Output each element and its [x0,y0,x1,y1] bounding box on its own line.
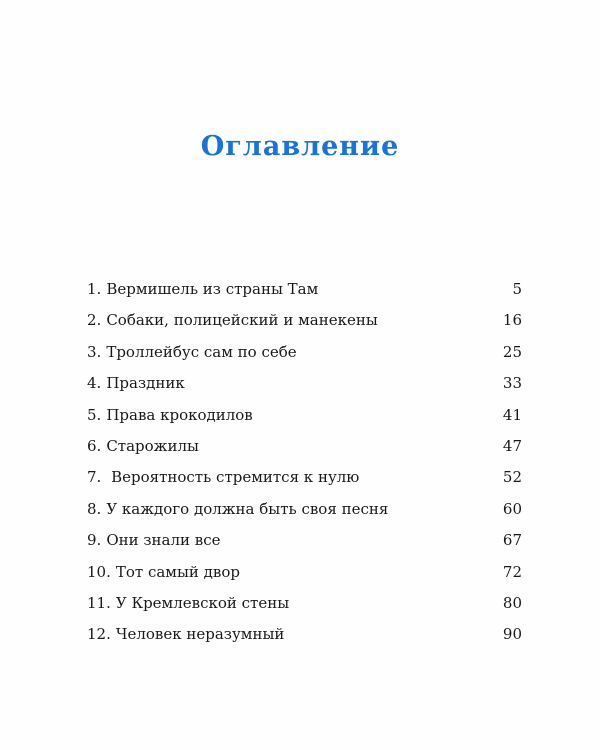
toc-entry-title: Они знали все [106,531,221,550]
toc-entry-title: Собаки, полицейский и манекены [106,311,378,330]
toc-entry-number: 3. [87,342,102,361]
toc-entry-number: 12. [87,625,111,644]
toc-entry-title: Человек неразумный [115,625,285,644]
toc-entry-title: Праздник [106,374,185,393]
toc-entry-number: 2. [87,311,102,330]
toc-entry-number: 5. [87,405,102,424]
toc-entry-number: 7. [87,468,102,487]
toc-entry-number: 8. [87,499,102,518]
toc-entry-page: 16 [502,311,522,330]
toc-entry-page: 80 [502,593,522,612]
toc-entry-title: У каждого должна быть своя песня [106,499,389,518]
toc-entry[interactable] [87,468,522,499]
toc-entry-page: 72 [502,562,522,581]
toc-entry-title: У Кремлевской стены [115,593,290,612]
toc-entry-page: 90 [502,625,522,644]
toc-entry-page: 41 [502,405,522,424]
toc-entry[interactable] [87,625,522,656]
toc-entry-title: Вероятность стремится к нулю [106,468,360,487]
toc-entry-number: 10. [87,562,111,581]
table-of-contents [87,280,522,657]
toc-entry-number: 6. [87,436,102,455]
toc-entry[interactable] [87,374,522,405]
toc-entry-title: Вермишель из страны Там [106,280,319,298]
toc-entry-number: 1. [87,280,102,298]
page-title: Оглавление [200,131,400,162]
toc-entry-title: Права крокодилов [106,405,253,424]
toc-entry[interactable] [87,343,522,374]
toc-entry[interactable] [87,563,522,594]
toc-entry[interactable] [87,280,522,311]
toc-entry-number: 9. [87,531,102,550]
toc-entry-page: 60 [502,499,522,518]
toc-entry-page: 33 [502,374,522,393]
toc-entry-number: 11. [87,593,111,612]
toc-entry-number: 4. [87,374,102,393]
toc-entry[interactable] [87,311,522,342]
toc-entry-page: 52 [502,468,522,487]
toc-entry[interactable] [87,406,522,437]
toc-entry[interactable] [87,437,522,468]
toc-entry-title: Старожилы [106,436,199,455]
toc-entry-page: 25 [502,342,522,361]
toc-entry-page: 5 [512,280,522,298]
toc-entry[interactable] [87,594,522,625]
toc-entry[interactable] [87,500,522,531]
toc-entry-title: Тот самый двор [115,562,240,581]
toc-entry-page: 67 [502,531,522,550]
toc-entry-page: 47 [502,436,522,455]
toc-entry[interactable] [87,531,522,562]
toc-entry-title: Троллейбус сам по себе [106,342,297,361]
